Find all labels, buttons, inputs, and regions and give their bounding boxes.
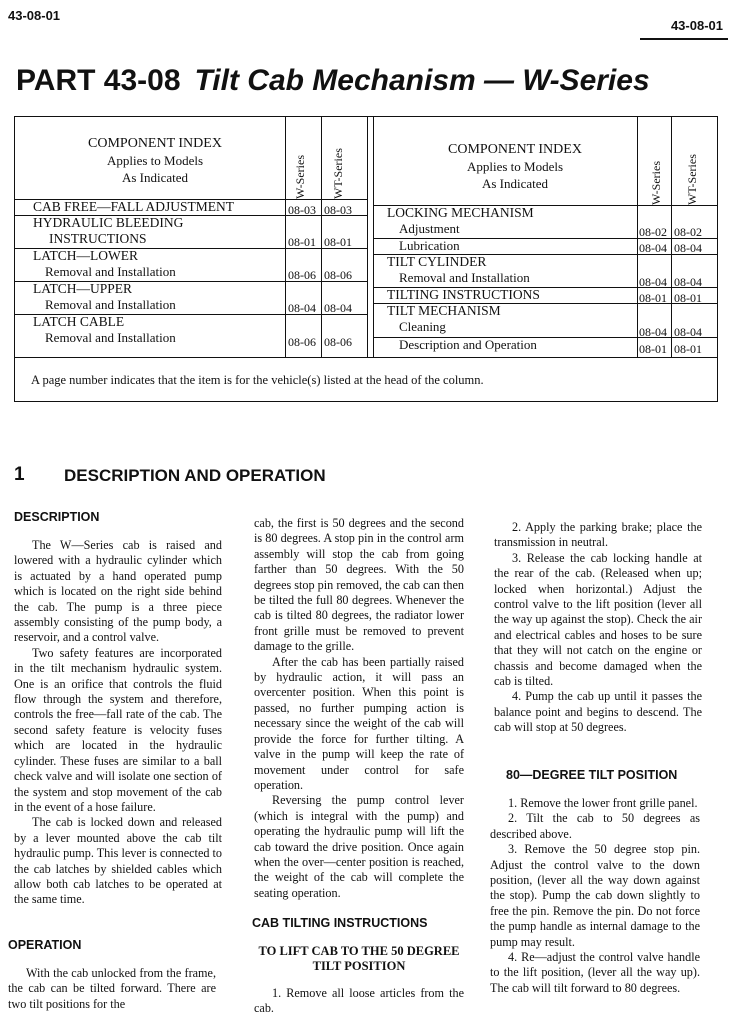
page-number-left: 43-08-01: [8, 8, 61, 23]
column-1: [14, 538, 222, 908]
col-header-w-series: W-Series: [293, 155, 307, 199]
paragraph: After the cab has been partially raised by hydraulic action, it will pass an overcenter position. When this point is passed, no further pumping action is necessary since the weight of the cab will provide the force for further tilting. A valve in the pump will keep the rate of movement under control for safe operation.: [254, 654, 464, 792]
page-number-right: 43-08-01: [670, 18, 723, 33]
paragraph: 3. Remove the 50 degree stop pin. Adjust the control valve to the down position, (lever all the way down against the stop). Pump the cab down slightly to free the pin. Remove the pin. Do not force the pump handle as internal damage to the pump may result.: [490, 842, 700, 949]
col-header-w-series: W-Series: [649, 161, 663, 205]
index-row: LOCKING MECHANISM: [387, 205, 534, 220]
operation-heading: OPERATION: [8, 938, 82, 952]
column-2: [254, 516, 464, 901]
description-heading: DESCRIPTION: [14, 510, 100, 524]
paragraph: 2. Tilt the cab to 50 degrees as described above.: [490, 811, 700, 841]
index-row: TILT MECHANISM: [387, 303, 501, 318]
paragraph: With the cab unlocked from the frame, the cab can be tilted forward. There are two tilt positions for the: [8, 966, 216, 1011]
paragraph: The cab is locked down and released by a lever mounted above the cab tilt hydraulic pump. This lever is connected to the cab latches by shielded cables which allow both cab latches to be operated at the same time.: [14, 815, 222, 907]
left-index-heading: COMPONENT INDEX Applies to Models As Indicated: [88, 136, 222, 185]
paragraph: 1. Remove the lower front grille panel.: [508, 796, 698, 810]
page-title: [16, 64, 650, 98]
index-row: TILTING INSTRUCTIONS: [387, 287, 540, 302]
paragraph: Reversing the pump control lever (which is integral with the pump) and operating the hydraulic pump will lift the cab toward the drive position. Once again when the over—center position is reached, the weight of the cab will complete the seating operation.: [254, 793, 464, 900]
paragraph: 3. Release the cab locking handle at the rear of the cab. (Released when up; locked when horizontal.) Adjust the control valve to the lift position (lever all the way up against the stop). Check the air and electrical cables and hoses to be sure that they will not catch on the engine or chassis and become damaged when the cab is tilted.: [494, 550, 702, 689]
col-header-wt-series: WT-Series: [685, 154, 699, 205]
index-row: HYDRAULIC BLEEDING: [33, 215, 184, 230]
lift-cab-heading: TO LIFT CAB TO THE 50 DEGREE TILT POSITION: [258, 944, 460, 973]
col-header-wt-series: WT-Series: [331, 148, 345, 199]
part-number: PART 43-08: [16, 64, 181, 97]
index-row: Cleaning: [399, 319, 446, 334]
index-row: LATCH CABLE: [33, 314, 125, 329]
paragraph: 2. Apply the parking brake; place the transmission in neutral.: [494, 520, 702, 550]
section-title: DESCRIPTION AND OPERATION: [64, 466, 326, 485]
column-2-continued: [254, 986, 464, 1017]
column-3: [494, 520, 702, 736]
component-index-table: COMPONENT INDEX Applies to Models As Indicated W-Series WT-Series CAB FREE—FALL ADJUSTMENT 08-03 08-03 HYDRAULIC BLEEDING INSTRUCTIONS 08-01 08-01 LATCH—LOWER Removal and Installation 08-06 08-06 LATCH—UPPER Removal and Installation 08-04 08-04 LATCH CABLE Removal and Installation 08-06 08-06 COMPONENT INDEX Applies to Models As Indicated W-Series WT-Series LOCKING MECHANISM Adjustment 08-02 08-02 Lubrication 08-04 08-04 TILT CYLINDER Removal and Installation 08-04 08-04 TILTING INSTRUCTIONS 08-01 08-01 TILT MECHANISM Cleaning 08-04 08-04 Description and Operation 08-01 08-01 A page number indicates that the item is for the vehicle(s) listed at the head of the column.: [14, 116, 718, 402]
index-row: Removal and Installation: [399, 270, 530, 285]
right-index-heading: COMPONENT INDEX Applies to Models As Indicated: [448, 142, 582, 191]
column-1-continued: [8, 966, 216, 1012]
part-subtitle: Tilt Cab Mechanism — W-Series: [194, 64, 650, 97]
index-row: Description and Operation: [399, 337, 537, 352]
paragraph: 4. Pump the cab up until it passes the balance point and begins to descend. The cab will stop at 50 degrees.: [494, 689, 702, 735]
column-3-continued: [490, 796, 700, 996]
index-row: CAB FREE—FALL ADJUSTMENT: [33, 199, 235, 214]
paragraph: 1. Remove all loose articles from the cab.: [254, 986, 464, 1016]
cab-tilting-heading: CAB TILTING INSTRUCTIONS: [252, 916, 428, 930]
section-number: 1: [14, 464, 25, 485]
index-row: TILT CYLINDER: [387, 254, 487, 269]
index-row: LATCH—LOWER: [33, 248, 138, 263]
paragraph: cab, the first is 50 degrees and the second is 80 degrees. A stop pin in the control arm assembly will stop the cab from going farther than 50 degrees. With the 50 degrees stop pin removed, the cab can then be tilted the full 80 degrees. Whenever the cab is tilted 80 degrees, the radiator lower front grille must be removed to prevent damage to the grille.: [254, 516, 464, 654]
index-row: LATCH—UPPER: [33, 281, 133, 296]
paragraph: The W—Series cab is raised and lowered with a hydraulic cylinder which is actuated by a hand operated pump which is located on the right side behind the cab. The pump is a three piece assembly consisting of the pump body, a reservoir, and a control valve.: [14, 538, 222, 645]
paragraph: 4. Re—adjust the control valve handle to the lift position, (lever all the way up). The cab will tilt forward to 80 degrees.: [490, 950, 700, 995]
paragraph: Two safety features are incorporated in the tilt mechanism hydraulic system. One is an orifice that controls the fluid flow through the system and therefore, controls the free—fall rate of the cab. The second safety feature is velocity fuses which are located in the hydraulic cylinder. These fuses are similar to a ball check valve and will isolate one section of the system and stop movement of the cab in the event of a hose failure.: [14, 645, 222, 814]
header-rule: [640, 38, 728, 40]
index-note: A page number indicates that the item is for the vehicle(s) listed at the head of the column.: [31, 373, 484, 387]
eighty-degree-heading: 80—DEGREE TILT POSITION: [506, 768, 678, 782]
index-row: Lubrication: [399, 238, 460, 253]
index-row: Adjustment: [399, 221, 460, 236]
